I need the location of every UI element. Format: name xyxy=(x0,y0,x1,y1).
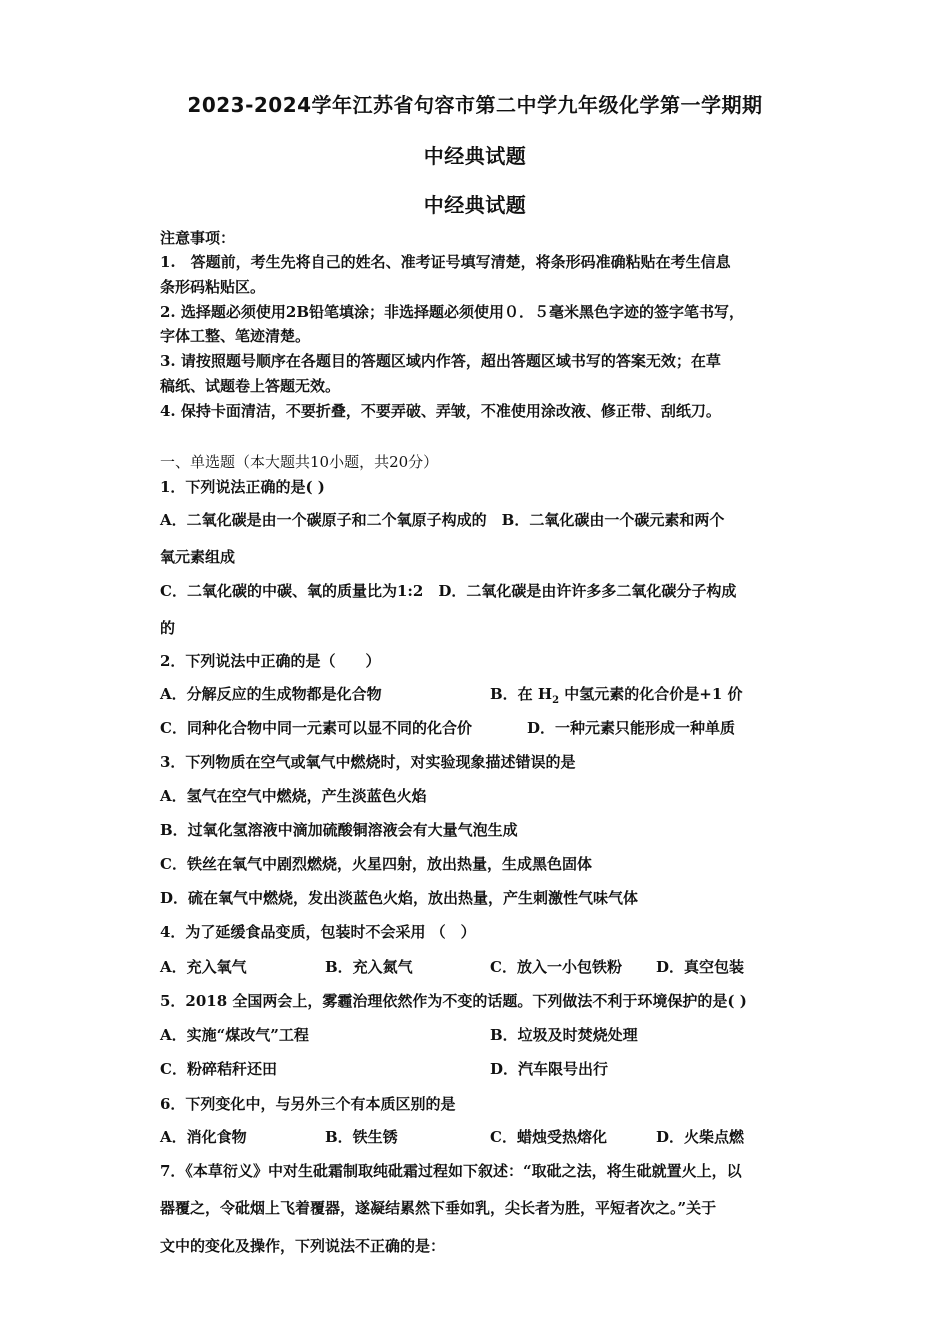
q2-option-d: D．一种元素只能形成一种单质 xyxy=(527,719,736,737)
q5-option-d: D．汽车限号出行 xyxy=(490,1060,609,1078)
q7-stem-line2: 器覆之，令砒烟上飞着覆器，遂凝结累然下垂如乳，尖长者为胜，平短者次之。”关于 xyxy=(160,1199,717,1217)
q5-option-a: A．实施“煤改气”工程 xyxy=(160,1026,309,1044)
q5-stem: 5．2018 全国两会上，雾霾治理依然作为不变的话题。下列做法不利于环境保护的是( ) xyxy=(160,992,747,1010)
q6-option-c: C．蜡烛受热熔化 xyxy=(490,1128,607,1146)
q2-option-b-post: 中氢元素的化合价是+1 价 xyxy=(559,685,743,703)
q2-option-b-pre: B．在 H xyxy=(490,685,553,703)
q3-option-a: A．氢气在空气中燃烧，产生淡蓝色火焰 xyxy=(160,787,427,805)
q7-stem-line3: 文中的变化及操作，下列说法不正确的是： xyxy=(160,1237,446,1255)
doc-title-line3: 中经典试题 xyxy=(423,193,527,217)
notice-item-2a: 2. 选择题必须使用2B铅笔填涂；非选择题必须使用０．５毫米黑色字迹的签字笔书写， xyxy=(160,303,745,321)
section-heading: 一、单选题（本大题共10小题，共20分） xyxy=(160,453,439,471)
q4-option-a: A．充入氧气 xyxy=(160,958,247,976)
q7-stem-line1: 7．《本草衍义》中对生砒霜制取纯砒霜过程如下叙述：“取砒之法，将生砒就置火上，以 xyxy=(160,1162,742,1180)
q6-option-a: A．消化食物 xyxy=(160,1128,247,1146)
notice-heading: 注意事项： xyxy=(160,229,236,247)
q5-option-c: C．粉碎秸秆还田 xyxy=(160,1060,277,1078)
q4-option-c: C．放入一小包铁粉 xyxy=(490,958,622,976)
q2-option-c: C．同种化合物中同一元素可以显不同的化合价 xyxy=(160,719,472,737)
q2-option-b-sub: 2 xyxy=(552,695,560,706)
q5-option-b: B．垃圾及时焚烧处理 xyxy=(490,1026,638,1044)
q3-stem: 3．下列物质在空气或氧气中燃烧时，对实验现象描述错误的是 xyxy=(160,753,576,771)
q1-option-cd-cont: 的 xyxy=(160,619,176,637)
notice-item-1b: 条形码粘贴区。 xyxy=(160,278,266,296)
q3-option-c: C．铁丝在氧气中剧烈燃烧，火星四射，放出热量，生成黑色固体 xyxy=(160,855,592,873)
q4-stem: 4．为了延缓食品变质，包装时不会采用 （ ） xyxy=(160,923,476,941)
q6-stem: 6．下列变化中，与另外三个有本质区别的是 xyxy=(160,1095,456,1113)
q3-option-b: B．过氧化氢溶液中滴加硫酸铜溶液会有大量气泡生成 xyxy=(160,821,518,839)
q2-option-b xyxy=(490,684,743,711)
q4-option-b: B．充入氮气 xyxy=(325,958,413,976)
doc-title-line2: 中经典试题 xyxy=(423,144,527,168)
notice-item-3a: 3. 请按照题号顺序在各题目的答题区域内作答，超出答题区域书写的答案无效；在草 xyxy=(160,352,721,370)
q1-option-ab-cont: 氧元素组成 xyxy=(160,548,236,566)
q3-option-d: D．硫在氧气中燃烧，发出淡蓝色火焰，放出热量，产生刺激性气味气体 xyxy=(160,889,639,907)
q6-option-b: B．铁生锈 xyxy=(325,1128,398,1146)
notice-item-1a: 1. 答题前，考生先将自己的姓名、准考证号填写清楚，将条形码准确粘贴在考生信息 xyxy=(160,253,731,271)
q6-option-d: D．火柴点燃 xyxy=(656,1128,745,1146)
q4-option-d: D．真空包装 xyxy=(656,958,745,976)
q1-stem: 1．下列说法正确的是( ) xyxy=(160,478,325,496)
notice-item-4: 4. 保持卡面清洁，不要折叠，不要弄破、弄皱，不准使用涂改液、修正带、刮纸刀。 xyxy=(160,402,721,420)
notice-item-3b: 稿纸、试题卷上答题无效。 xyxy=(160,377,341,395)
q1-option-cd: C．二氧化碳的中碳、氧的质量比为1:2 D．二氧化碳是由许许多多二氧化碳分子构成 xyxy=(160,582,737,600)
q2-stem: 2．下列说法中正确的是（ ） xyxy=(160,652,381,670)
q1-option-ab: A．二氧化碳是由一个碳原子和二个氧原子构成的 B．二氧化碳由一个碳元素和两个 xyxy=(160,511,725,529)
doc-title-line1: 2023-2024学年江苏省句容市第二中学九年级化学第一学期期 xyxy=(187,93,763,117)
q2-option-a: A．分解反应的生成物都是化合物 xyxy=(160,685,382,703)
notice-item-2b: 字体工整、笔迹清楚。 xyxy=(160,327,311,345)
